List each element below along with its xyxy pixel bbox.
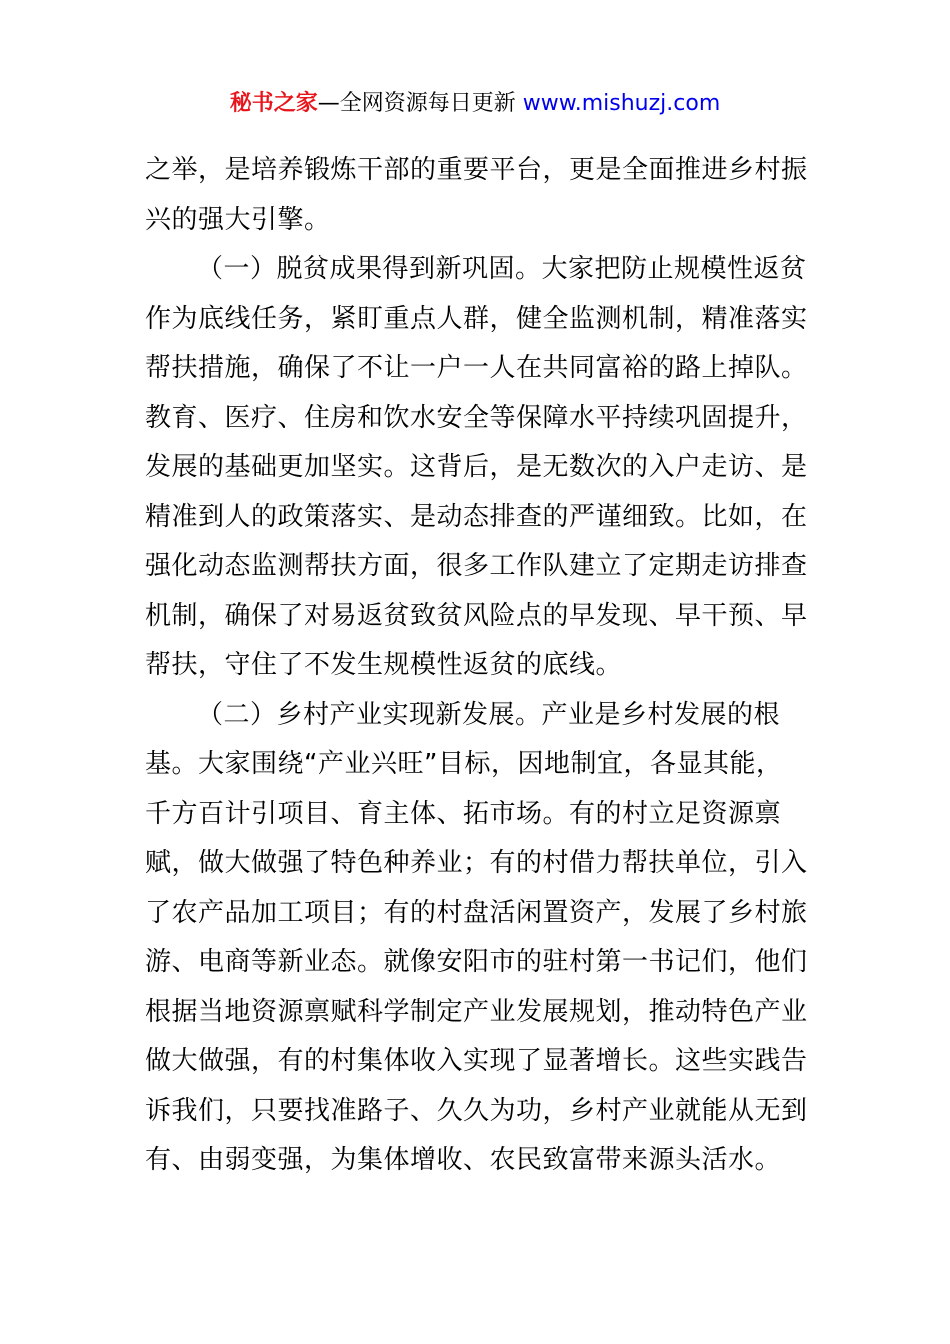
- body-line: 兴的强大引擎。: [145, 204, 331, 235]
- document-body: [145, 146, 815, 1186]
- site-url-link[interactable]: www.mishuzj.com: [522, 91, 721, 116]
- body-line: 根据当地资源禀赋科学制定产业发展规划，推动特色产业: [145, 996, 808, 1027]
- body-line: 发展的基础更加坚实。这背后，是无数次的入户走访、是: [145, 452, 808, 482]
- body-line: 千方百计引项目、育主体、拓市场。有的村立足资源禀: [145, 798, 782, 829]
- body-line: 作为底线任务，紧盯重点人群，健全监测机制，精准落实: [145, 303, 808, 334]
- body-line: 强化动态监测帮扶方面，很多工作队建立了定期走访排查: [145, 551, 808, 581]
- body-line: 有、由弱变强，为集体增收、农民致富带来源头活水。: [145, 1145, 782, 1175]
- body-line: 基。大家围绕“产业兴旺”目标，因地制宜，各显其能，: [145, 749, 783, 779]
- body-line: 机制，确保了对易返贫致贫风险点的早发现、早干预、早: [145, 600, 808, 631]
- header-tagline: —全网资源每日更新: [317, 91, 523, 116]
- body-line: 游、电商等新业态。就像安阳市的驻村第一书记们，他们: [145, 947, 808, 977]
- body-line: 之举，是培养锻炼干部的重要平台，更是全面推进乡村振: [145, 155, 808, 185]
- body-line: 了农产品加工项目；有的村盘活闲置资产，发展了乡村旅: [145, 897, 808, 928]
- body-line: 精准到人的政策落实、是动态排查的严谨细致。比如，在: [145, 501, 808, 532]
- body-line: 做大做强，有的村集体收入实现了显著增长。这些实践告: [145, 1046, 808, 1076]
- body-line: 诉我们，只要找准路子、久久为功，乡村产业就能从无到: [145, 1095, 808, 1126]
- body-line: 帮扶措施，确保了不让一户一人在共同富裕的路上掉队。: [145, 353, 808, 383]
- body-line: 教育、医疗、住房和饮水安全等保障水平持续巩固提升，: [145, 402, 808, 433]
- body-line: 赋，做大做强了特色种养业；有的村借力帮扶单位，引入: [145, 848, 808, 878]
- page-header: [0, 88, 950, 120]
- body-line: 帮扶，守住了不发生规模性返贫的底线。: [145, 650, 623, 680]
- paragraph-heading-line: （一）脱贫成果得到新巩固。大家把防止规模性返贫: [197, 254, 807, 284]
- brand-name: 秘书之家: [229, 91, 318, 116]
- paragraph-heading-line: （二）乡村产业实现新发展。产业是乡村发展的根: [197, 699, 781, 730]
